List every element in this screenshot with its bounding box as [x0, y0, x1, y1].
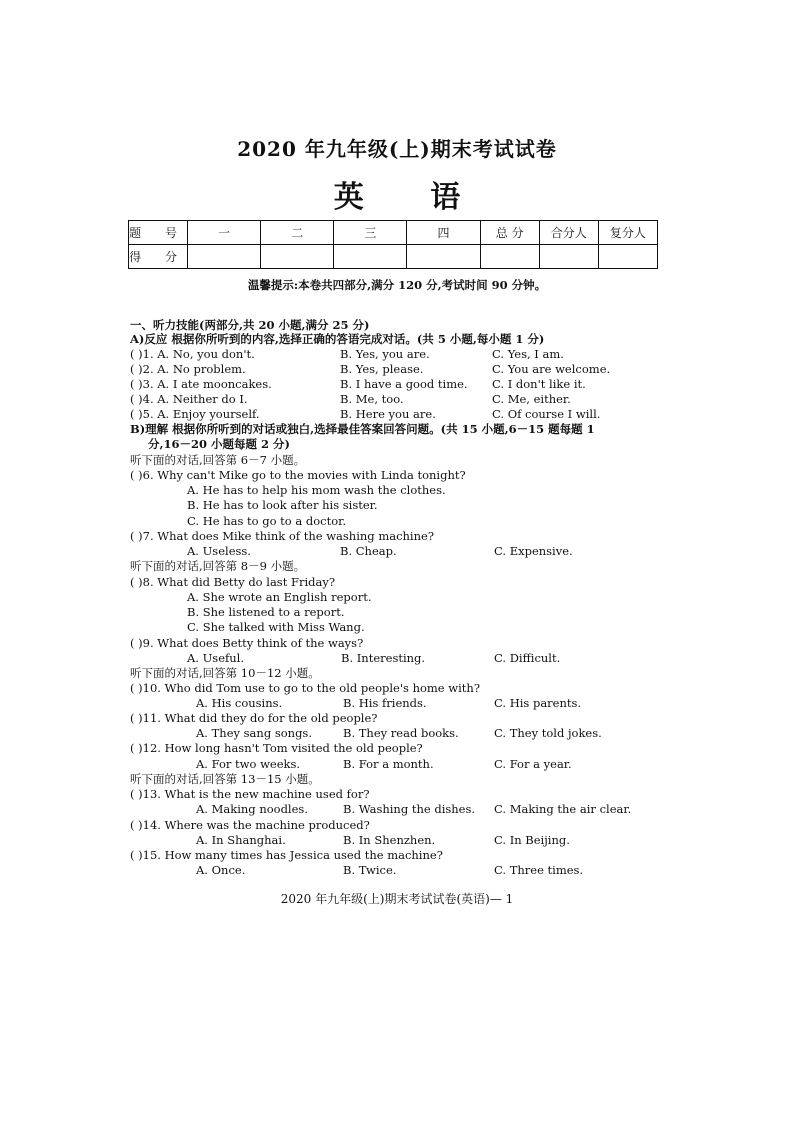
option-a: A. In Shanghai. [196, 833, 286, 847]
question-11-options [130, 726, 690, 741]
option-c: C. She talked with Miss Wang. [187, 620, 365, 634]
option-c: C. In Beijing. [494, 833, 570, 847]
question-12-options [130, 757, 690, 772]
score-cell-reviewer: 复分人 [598, 221, 657, 245]
question-3 [130, 377, 690, 392]
score-blank[interactable] [480, 245, 539, 269]
question-8: ( )8. What did Betty do last Friday? [130, 575, 336, 589]
question-stem: ( )4. A. Neither do I. [130, 392, 248, 406]
option-a: A. They sang songs. [196, 726, 312, 740]
option-c: C. His parents. [494, 696, 582, 710]
question-9-options [130, 651, 690, 666]
option-b: B. His friends. [343, 696, 427, 710]
question-stem: ( )1. A. No, you don't. [130, 347, 255, 361]
score-blank[interactable] [334, 245, 407, 269]
option-a: A. Once. [196, 863, 246, 877]
score-cell-part2: 二 [261, 221, 334, 245]
score-blank[interactable] [539, 245, 598, 269]
option-b: B. Cheap. [340, 544, 397, 558]
question-1 [130, 347, 690, 362]
option-a: A. His cousins. [196, 696, 283, 710]
score-cell-part4: 四 [407, 221, 480, 245]
option-c: C. Me, either. [492, 392, 571, 406]
subject-title: 英 语 [333, 180, 489, 215]
score-cell-part3: 三 [334, 221, 407, 245]
question-4 [130, 392, 690, 407]
option-c: C. They told jokes. [494, 726, 602, 740]
score-blank[interactable] [407, 245, 480, 269]
question-6: ( )6. Why can't Mike go to the movies with Linda tonight? [130, 468, 466, 482]
option-a: A. He has to help his mom wash the clothes. [187, 483, 446, 497]
question-15: ( )15. How many times has Jessica used the machine? [130, 848, 443, 862]
option-b: B. He has to look after his sister. [187, 498, 378, 512]
question-stem: ( )5. A. Enjoy yourself. [130, 407, 260, 421]
score-cell-total: 总 分 [480, 221, 539, 245]
option-c: C. Three times. [494, 863, 584, 877]
score-table-header-row [129, 221, 658, 245]
option-a: A. For two weeks. [196, 757, 301, 771]
option-b: B. Washing the dishes. [343, 802, 476, 816]
option-b: B. Yes, you are. [340, 347, 430, 361]
question-11: ( )11. What did they do for the old people? [130, 711, 378, 725]
question-10-options [130, 696, 690, 711]
option-b: B. They read books. [343, 726, 459, 740]
group-instruction: 听下面的对话,回答第 10－12 小题。 [130, 666, 320, 680]
option-b: B. Interesting. [341, 651, 426, 665]
score-cell-label: 题 号 [129, 221, 188, 245]
score-row-label: 得 分 [129, 245, 188, 269]
score-table-score-row [129, 245, 658, 269]
score-cell-part1: 一 [188, 221, 261, 245]
option-a: A. Useful. [187, 651, 245, 665]
part-a-instructions: A)反应 根据你所听到的内容,选择正确的答语完成对话。(共 5 小题,每小题 1 分) [130, 332, 545, 346]
question-15-options [130, 863, 690, 878]
part-b-instructions: B)理解 根据你所听到的对话或独白,选择最佳答案回答问题。(共 15 小题,6－15 题每题 1 [130, 422, 595, 436]
option-c: C. I don't like it. [492, 377, 586, 391]
option-b: B. I have a good time. [340, 377, 468, 391]
option-b: B. She listened to a report. [187, 605, 345, 619]
score-blank[interactable] [188, 245, 261, 269]
question-stem: ( )2. A. No problem. [130, 362, 246, 376]
question-9: ( )9. What does Betty think of the ways? [130, 636, 364, 650]
page-footer: 2020 年九年级(上)期末考试试卷(英语)— 1 [280, 892, 514, 906]
option-b: B. For a month. [343, 757, 434, 771]
question-12: ( )12. How long hasn't Tom visited the old people? [130, 741, 423, 755]
option-b: B. Yes, please. [340, 362, 424, 376]
exam-tip: 温馨提示:本卷共四部分,满分 120 分,考试时间 90 分钟。 [247, 278, 547, 292]
option-b: B. Me, too. [340, 392, 404, 406]
group-instruction: 听下面的对话,回答第 6－7 小题。 [130, 453, 306, 467]
question-10: ( )10. Who did Tom use to go to the old people's home with? [130, 681, 480, 695]
option-c: C. Expensive. [494, 544, 573, 558]
question-7-options [130, 544, 690, 559]
score-cell-scorer: 合分人 [539, 221, 598, 245]
question-13-options [130, 802, 690, 817]
option-a: A. Making noodles. [196, 802, 308, 816]
option-b: B. In Shenzhen. [343, 833, 436, 847]
exam-title: 2020 年九年级(上)期末考试试卷 [237, 137, 557, 161]
question-7: ( )7. What does Mike think of the washing machine? [130, 529, 434, 543]
question-14-options [130, 833, 690, 848]
option-c: C. Of course I will. [492, 407, 601, 421]
option-c: C. Difficult. [494, 651, 561, 665]
question-5 [130, 407, 690, 422]
part-b-instructions-cont: 分,16－20 小题每题 2 分) [148, 437, 290, 451]
option-c: C. He has to go to a doctor. [187, 514, 347, 528]
group-instruction: 听下面的对话,回答第 13－15 小题。 [130, 772, 320, 786]
option-c: C. Yes, I am. [492, 347, 564, 361]
option-c: C. You are welcome. [492, 362, 611, 376]
option-b: B. Here you are. [340, 407, 436, 421]
score-blank[interactable] [598, 245, 657, 269]
option-a: A. She wrote an English report. [187, 590, 372, 604]
option-a: A. Useless. [187, 544, 251, 558]
option-c: C. For a year. [494, 757, 572, 771]
question-stem: ( )3. A. I ate mooncakes. [130, 377, 272, 391]
score-blank[interactable] [261, 245, 334, 269]
question-2 [130, 362, 690, 377]
score-table [128, 220, 658, 269]
option-c: C. Making the air clear. [494, 802, 632, 816]
section-heading: 一、听力技能(两部分,共 20 小题,满分 25 分) [130, 318, 370, 332]
option-b: B. Twice. [343, 863, 397, 877]
question-14: ( )14. Where was the machine produced? [130, 818, 370, 832]
question-13: ( )13. What is the new machine used for? [130, 787, 370, 801]
group-instruction: 听下面的对话,回答第 8－9 小题。 [130, 559, 306, 573]
